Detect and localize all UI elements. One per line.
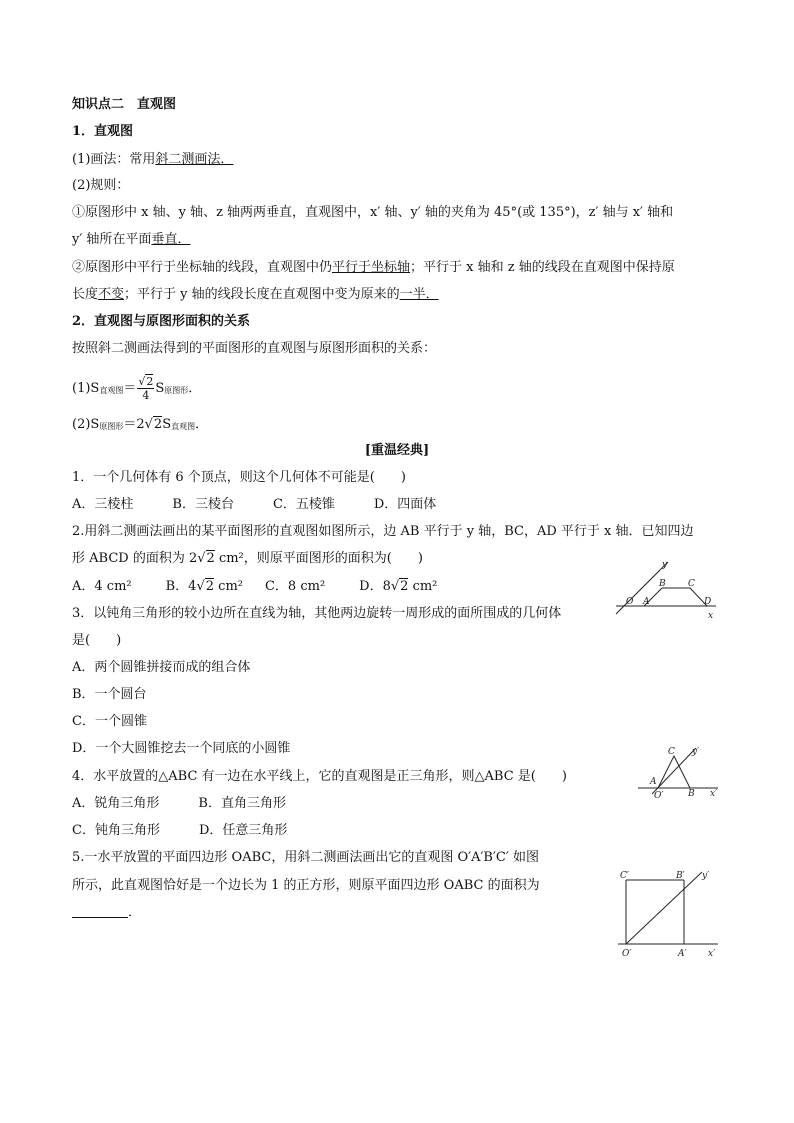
fig1-label-o: O (626, 597, 634, 607)
formula-2-sub: 原图形 (99, 422, 124, 431)
q3-option-a: A．两个圆锥拼接而成的组合体 (72, 660, 251, 675)
fig3-label-c: C′ (620, 871, 629, 881)
formula-1-s: (1)S (72, 381, 100, 396)
rule-2-answer-b: 不变 (98, 287, 125, 302)
fig2-label-c: C (668, 747, 675, 757)
formula-2-s2: S (162, 417, 172, 432)
q2-option-a: A．4 cm² (72, 579, 132, 594)
rule-2-text-c: 长度 (72, 287, 99, 302)
q5-end: ． (128, 905, 142, 920)
question-3-line-1: 3．以钝角三角形的较小边所在直线为轴，其他两边旋转一周形成的面所围成的几何体 (72, 606, 562, 621)
q2-option-d-radicand: 2 (400, 579, 409, 594)
rule-1-line-2 (72, 231, 724, 249)
rule-2-answer-c: 一半． (399, 287, 439, 302)
fig2-label-x: x′ (710, 789, 718, 798)
fig1-label-c: C (688, 579, 695, 589)
fig2-label-y: y′ (692, 747, 700, 757)
rule-2-text-a: ②原图形中平行于坐标轴的线段，直观图中仍 (72, 260, 333, 275)
rule-2-text-b: ；平行于 x 轴和 z 轴的线段在直观图中保持原 (410, 260, 675, 275)
question-2-line-1: 2.用斜二测画法画出的某平面图形的直观图如图所示，边 AB 平行于 y 轴，BC，AD 平行于 x 轴．已知四边 (72, 524, 694, 539)
formula-2-radicand: 2 (153, 417, 163, 432)
fig1-trapezoid (644, 588, 707, 606)
q2-option-d: D．8 (359, 579, 391, 594)
formula-1-eq: ＝ (123, 381, 137, 396)
trapezoid-figure (612, 558, 722, 624)
question-3-line-2: 是( ) (72, 633, 122, 648)
fig3-label-y: y′ (702, 871, 710, 881)
formula-2-eq: ＝2 (123, 417, 145, 432)
q2-option-b-unit: cm² (214, 579, 243, 594)
method-line (72, 151, 724, 169)
formula-1-sub2: 原图形 (164, 386, 189, 395)
fraction-denominator: 4 (142, 389, 150, 402)
method-label: (1)画法：常用 (72, 152, 156, 167)
rule-2-answer-a: 平行于坐标轴 (332, 260, 411, 275)
section-title: 知识点二 直观图 (72, 97, 177, 112)
answer-blank (72, 905, 128, 918)
q3-option-d: D．一个大圆锥挖去一个同底的小圆锥 (72, 741, 291, 756)
review-title: [重温经典] (364, 443, 430, 458)
heading-2: 2．直观图与原图形面积的关系 (72, 314, 251, 329)
area-formula-1 (72, 374, 724, 406)
fig1-label-a: A (643, 597, 650, 607)
rule-2-line-1 (72, 259, 724, 277)
question-4: 4．水平放置的△ABC 有一边在水平线上，它的直观图是正三角形，则△ABC 是( ) (72, 769, 567, 784)
rule-2-text-d: ；平行于 y 轴的线段长度在直观图中变为原来的 (124, 287, 400, 302)
q3-option-b: B．一个圆台 (72, 687, 147, 702)
fraction-numerator: 2 (146, 375, 154, 388)
q2-text-a: 形 ABCD 的面积为 2 (72, 551, 198, 566)
fig2-label-o: O′ (654, 791, 664, 798)
q4-options-ab: A．锐角三角形 B．直角三角形 (72, 796, 286, 811)
rules-label: (2)规则： (72, 178, 130, 193)
q2-radicand: 2 (206, 551, 215, 566)
formula-2-s: (2)S (72, 417, 100, 432)
triangle-figure (634, 742, 724, 798)
formula-1-s2: S (155, 381, 165, 396)
relation-intro: 按照斜二测画法得到的平面图形的直观图与原图形面积的关系： (72, 341, 437, 356)
q4-options-cd: C．钝角三角形 D．任意三角形 (72, 823, 288, 838)
question-5-line-1: 5.一水平放置的平面四边形 OABC，用斜二测画法画出它的直观图 O′A′B′C′ 如图 (72, 850, 539, 865)
formula-2-end: ． (195, 417, 209, 432)
fig3-y-axis (626, 872, 702, 944)
area-formula-2: (2)S原图形＝2√2S直观图． (72, 417, 209, 432)
fig1-label-b: B (659, 579, 666, 589)
rule-2-line-2 (72, 286, 724, 304)
square-figure (614, 866, 726, 962)
fig1-label-x: x (708, 611, 714, 621)
fig3-label-b: B′ (676, 871, 685, 881)
heading-1: 1．直观图 (72, 124, 134, 139)
method-answer: 斜二测画法． (155, 152, 234, 167)
formula-2-sub2: 直观图 (171, 422, 196, 431)
q2-text-b: cm²，则原平面图形的面积为( ) (214, 551, 423, 566)
rule-1-answer: 垂直． (151, 232, 191, 247)
fig3-label-o: O′ (622, 949, 632, 959)
question-2-line-2: 形 ABCD 的面积为 2√2 cm²，则原平面图形的面积为( ) (72, 551, 423, 566)
question-1: 1．一个几何体有 6 个顶点，则这个几何体不可能是( ) (72, 470, 406, 485)
fig3-label-a: A′ (678, 949, 687, 959)
formula-1-sub: 直观图 (99, 386, 124, 395)
q2-option-b: B．4 (165, 579, 197, 594)
formula-1-end: ． (188, 381, 202, 396)
fig3-label-x: x′ (708, 949, 716, 959)
rule-1-text: y′ 轴所在平面 (72, 232, 152, 247)
question-5-line-2: 所示，此直观图恰好是一个边长为 1 的正方形，则原平面四边形 OABC 的面积为 (72, 878, 540, 893)
fig1-label-d: D (704, 597, 712, 607)
fig2-label-a: A (650, 777, 657, 787)
q3-option-c: C．一个圆锥 (72, 714, 147, 729)
fig1-label-y: y (662, 560, 668, 570)
q2-option-c: C．8 cm² (264, 579, 326, 594)
fraction-sqrt2-over-4: $\frac{√2}{4}$ (138, 375, 154, 402)
q2-option-d-unit: cm² (408, 579, 438, 594)
q2-option-b-radicand: 2 (205, 579, 215, 594)
question-2-options: A．4 cm² B．4√2 cm² C．8 cm² D．8√2 cm² (72, 579, 438, 594)
question-1-options: A．三棱柱 B．三棱台 C．五棱锥 D．四面体 (72, 497, 437, 512)
rule-1-line-1: ①原图形中 x 轴、y 轴、z 轴两两垂直，直观图中，x′ 轴、y′ 轴的夹角为 45°(或 135°)，z′ 轴与 x′ 轴和 (72, 205, 674, 220)
fig2-label-b: B (688, 789, 695, 798)
